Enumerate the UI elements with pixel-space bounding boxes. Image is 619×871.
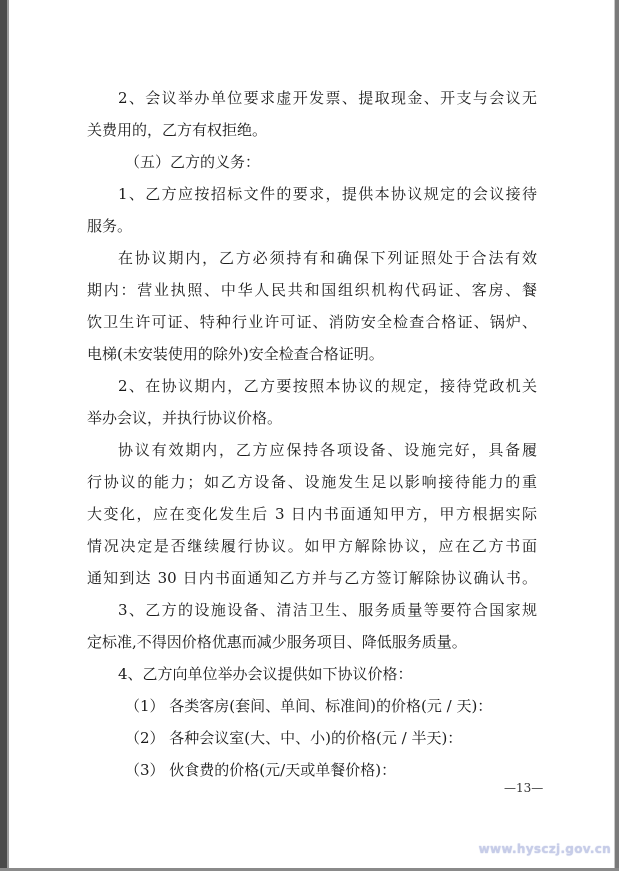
list-item: （2） 各种会议室(大、中、小)的价格(元 / 半天)： — [125, 729, 463, 747]
paragraph-line: 3、乙方的设施设备、清洁卫生、服务质量等要符合国家规 — [118, 601, 537, 619]
paragraph-line: 在协议期内，乙方必须持有和确保下列证照处于合法有效 — [118, 249, 537, 267]
paragraph-line: 关费用的，乙方有权拒绝。 — [87, 121, 268, 139]
paragraph-line: 大变化，应在变化发生后 3 日内书面通知甲方，甲方根据实际 — [87, 505, 537, 523]
paragraph-line: 情况决定是否继续履行协议。如甲方解除协议，应在乙方书面 — [87, 537, 537, 555]
paragraph-line: 协议有效期内，乙方应保持各项设备、设施完好，具备履 — [118, 441, 537, 459]
page-frame-left — [0, 0, 7, 871]
paragraph-line: 服务。 — [87, 217, 133, 235]
paragraph-line: 2、会议举办单位要求虚开发票、提取现金、开支与会议无 — [118, 89, 537, 107]
page-frame-right-shadow — [614, 0, 615, 871]
paragraph-line: 2、在协议期内，乙方要按照本协议的规定，接待党政机关 — [118, 377, 537, 395]
list-item: （3） 伙食费的价格(元/天或单餐价格)： — [125, 761, 397, 779]
paragraph-line: 期内：营业执照、中华人民共和国组织机构代码证、客房、餐 — [87, 281, 537, 299]
list-item: （1） 各类客房(套间、单间、标准间)的价格(元 / 天)： — [125, 697, 493, 715]
paragraph-line: 通知到达 30 日内书面通知乙方并与乙方签订解除协议确认书。 — [87, 569, 537, 587]
section-heading: （五）乙方的义务： — [125, 153, 261, 171]
paragraph-line: 行协议的能力；如乙方设备、设施发生足以影响接待能力的重 — [87, 473, 537, 491]
site-watermark: www.hysczj.gov.cn — [478, 842, 611, 856]
paragraph-line: 电梯(未安装使用的除外)安全检查合格证明。 — [87, 345, 384, 363]
page-frame-left-shadow — [7, 0, 9, 871]
paragraph-line: 饮卫生许可证、特种行业许可证、消防安全检查合格证、锅炉、 — [87, 313, 537, 331]
paragraph-line: 4、乙方向单位举办会议提供如下协议价格： — [118, 665, 413, 683]
paragraph-line: 举办会议，并执行协议价格。 — [87, 409, 283, 427]
page-frame-right — [615, 0, 619, 871]
paragraph-line: 定标准,不得因价格优惠而减少服务项目、降低服务质量。 — [87, 633, 467, 651]
page-number: —13— — [504, 781, 544, 795]
paragraph-line: 1、乙方应按招标文件的要求，提供本协议规定的会议接待 — [118, 185, 537, 203]
